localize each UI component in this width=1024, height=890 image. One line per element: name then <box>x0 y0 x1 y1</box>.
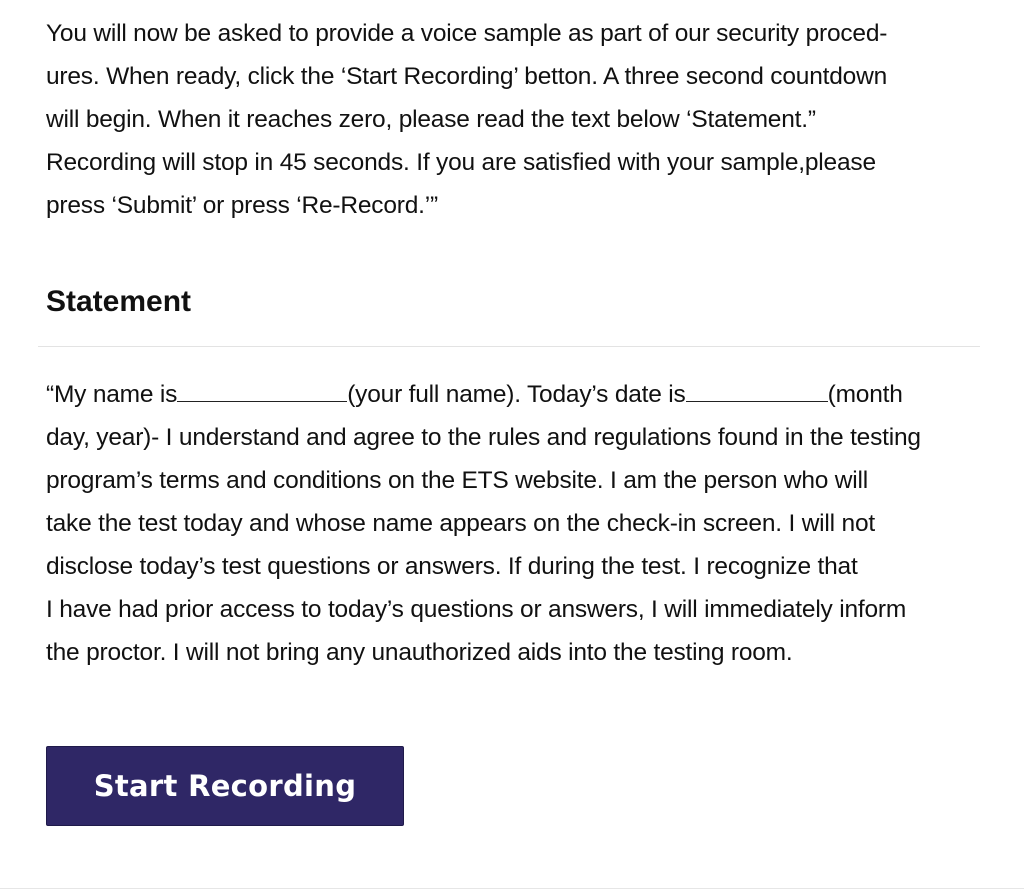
instructions-line: will begin. When it reaches zero, please read the text below ‘Statement.” <box>46 106 816 133</box>
bottom-divider <box>0 888 1024 889</box>
statement-line: disclose today’s test questions or answers. If during the test. I recognize that <box>46 553 858 580</box>
instructions-line: You will now be asked to provide a voice sample as part of our security proced- <box>46 20 888 47</box>
statement-heading: Statement <box>46 285 192 318</box>
statement-line: take the test today and whose name appears on the check-in screen. I will not <box>46 510 875 537</box>
instructions-line: Recording will stop in 45 seconds. If you are satisfied with your sample,please <box>46 149 876 176</box>
statement-date-hint: (month <box>827 381 903 408</box>
voice-sample-panel <box>46 12 994 674</box>
statement-name-prefix: “My name is <box>46 381 178 408</box>
statement-line <box>46 373 994 416</box>
start-recording-button[interactable]: Start Recording <box>46 746 404 826</box>
section-divider <box>38 346 980 347</box>
instructions-paragraph <box>46 12 994 227</box>
statement-date-prefix: (your full name). Today’s date is <box>347 381 686 408</box>
statement-line: day, year)- I understand and agree to the rules and regulations found in the testing <box>46 424 921 451</box>
instructions-line: ures. When ready, click the ‘Start Recording’ betton. A three second countdown <box>46 63 888 90</box>
statement-line: I have had prior access to today’s questions or answers, I will immediately inform <box>46 596 907 623</box>
statement-text <box>46 373 994 674</box>
statement-line: program’s terms and conditions on the ETS website. I am the person who will <box>46 467 869 494</box>
date-blank <box>686 377 828 402</box>
instructions-line: press ‘Submit’ or press ‘Re-Record.’” <box>46 192 438 219</box>
full-name-blank <box>177 377 347 402</box>
statement-line: the proctor. I will not bring any unauthorized aids into the testing room. <box>46 639 793 666</box>
